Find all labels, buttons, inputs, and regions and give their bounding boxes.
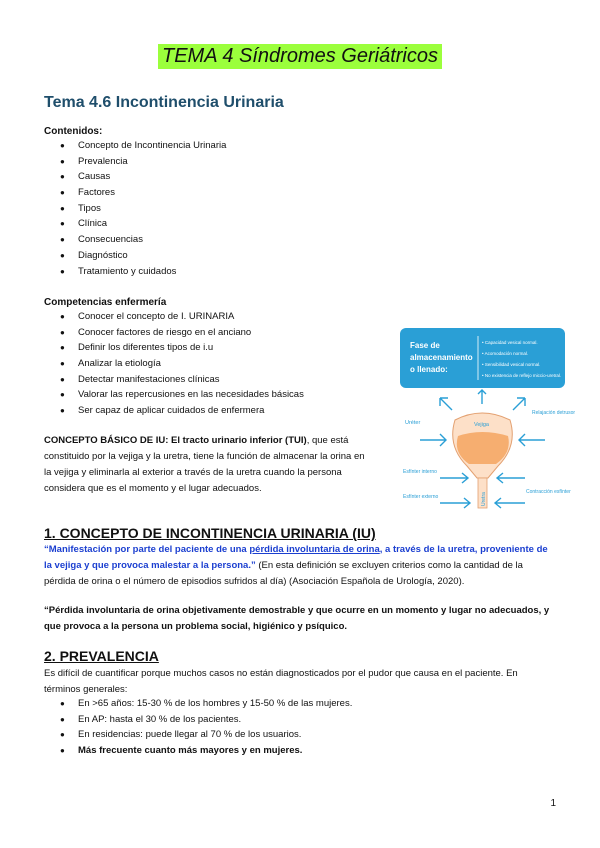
competencies-label: Competencias enfermería [44, 297, 167, 308]
quote-end: , a través de la uretra, proveniente de la vejiga y que provoca malestar a la persona.” [44, 544, 548, 571]
list-item: ● Detectar manifestaciones clínicas [60, 372, 304, 388]
document-title: TEMA 4 Síndromes Geriátricos [158, 44, 442, 69]
arrow-icon [478, 390, 486, 404]
contents-label: Contenidos: [44, 126, 103, 137]
phase-item: • Capacidad vesical normal. [482, 340, 538, 345]
arrow-icon [440, 473, 468, 483]
arrow-icon [440, 498, 470, 508]
contraction-label: Contracción esfínter [526, 489, 571, 495]
list-item: ● Conocer factores de riesgo en el anciano [60, 325, 304, 341]
phase-item: • Acomodación normal. [482, 351, 529, 356]
phase-item: • Sensibilidad vesical normal. [482, 362, 541, 367]
section2-intro: Es difícil de cuantificar porque muchos casos no están diagnosticados por el pudor que causa en el paciente. En términos generales: [44, 668, 518, 695]
arrow-icon [497, 473, 525, 483]
definition-note: (En esta definición se excluyen criterios como la cantidad de la pérdida de orina o el número de episodios sufridos al día) (Asociación Española de Urología, 2020). [44, 560, 523, 587]
list-item: ● Diagnóstico [60, 248, 226, 264]
relax-label: Relajación detrusor [532, 410, 576, 416]
section1-definition [44, 542, 556, 590]
phase-title-3: o llenado: [410, 365, 448, 374]
list-item: ● Tratamiento y cuidados [60, 264, 226, 280]
bladder-label: Vejiga [474, 422, 489, 428]
concept-basic-bold: CONCEPTO BÁSICO DE IU: El tracto urinario inferior (TUI) [44, 435, 307, 446]
page-number: 1 [550, 798, 556, 809]
phase-title-2: almacenamiento [410, 353, 473, 362]
list-item: ● Prevalencia [60, 154, 226, 170]
arrow-icon [440, 398, 452, 410]
bladder-urine [457, 432, 509, 464]
section1-quote2: “Pérdida involuntaria de orina objetivamente demostrable y que ocurre en un momento y lugar no adecuados, y que provoca a la persona un problema social, higiénico y psíquico. [44, 605, 550, 632]
title-wrap [0, 44, 600, 69]
concept-basic-text: , que está constituido por la vejiga y la uretra, tiene la función de almacenar la orina en la vejiga y eliminarla al exterior a través de la uretra cuando la persona considera que es el momento y el lugar adecuados. [44, 435, 365, 494]
arrow-icon [519, 434, 545, 446]
contents-list [60, 138, 226, 279]
list-item: ● Consecuencias [60, 232, 226, 248]
list-item: ● Definir los diferentes tipos de i.u [60, 340, 304, 356]
list-item: ● En AP: hasta el 30 % de los pacientes. [60, 712, 352, 728]
list-item: ● Clínica [60, 216, 226, 232]
prevalence-list [60, 696, 352, 759]
ureter-label: Uréter [405, 420, 421, 426]
list-item: ● Factores [60, 185, 226, 201]
page-subtitle: Tema 4.6 Incontinencia Urinaria [44, 94, 284, 111]
phase-item: • No existencia de reflejo miccio-uretral. [482, 373, 562, 378]
competencies-list [60, 309, 304, 419]
list-item: ● Analizar la etiología [60, 356, 304, 372]
list-item: ● Tipos [60, 201, 226, 217]
quote-start: “Manifestación por parte del paciente de una [44, 544, 250, 555]
bladder-storage-diagram [400, 328, 576, 513]
list-item: ● Más frecuente cuanto más mayores y en mujeres. [60, 743, 352, 759]
list-item: ● Causas [60, 169, 226, 185]
arrow-icon [420, 434, 446, 446]
list-item: ● Ser capaz de aplicar cuidados de enfermera [60, 403, 304, 419]
list-item: ● En residencias: puede llegar al 70 % de los usuarios. [60, 727, 352, 743]
list-item: ● En >65 años: 15-30 % de los hombres y 15-50 % de las mujeres. [60, 696, 352, 712]
concept-basic-paragraph [44, 433, 374, 497]
arrow-icon [495, 498, 525, 508]
section1-heading: 1. CONCEPTO DE INCONTINENCIA URINARIA (IU) [44, 525, 376, 541]
internal-sphincter-label: Esfínter interno [403, 469, 437, 475]
involuntary-loss-link[interactable]: pérdida involuntaria de orina [249, 544, 380, 555]
external-sphincter-label: Esfínter externo [403, 494, 439, 500]
urethra-label: Uretra [481, 492, 487, 506]
arrow-icon [513, 398, 525, 410]
phase-title-1: Fase de [410, 341, 440, 350]
list-item: ● Conocer el concepto de I. URINARIA [60, 309, 304, 325]
list-item: ● Valorar las repercusiones en las necesidades básicas [60, 387, 304, 403]
section2-heading: 2. PREVALENCIA [44, 648, 159, 664]
list-item: ● Concepto de Incontinencia Urinaria [60, 138, 226, 154]
